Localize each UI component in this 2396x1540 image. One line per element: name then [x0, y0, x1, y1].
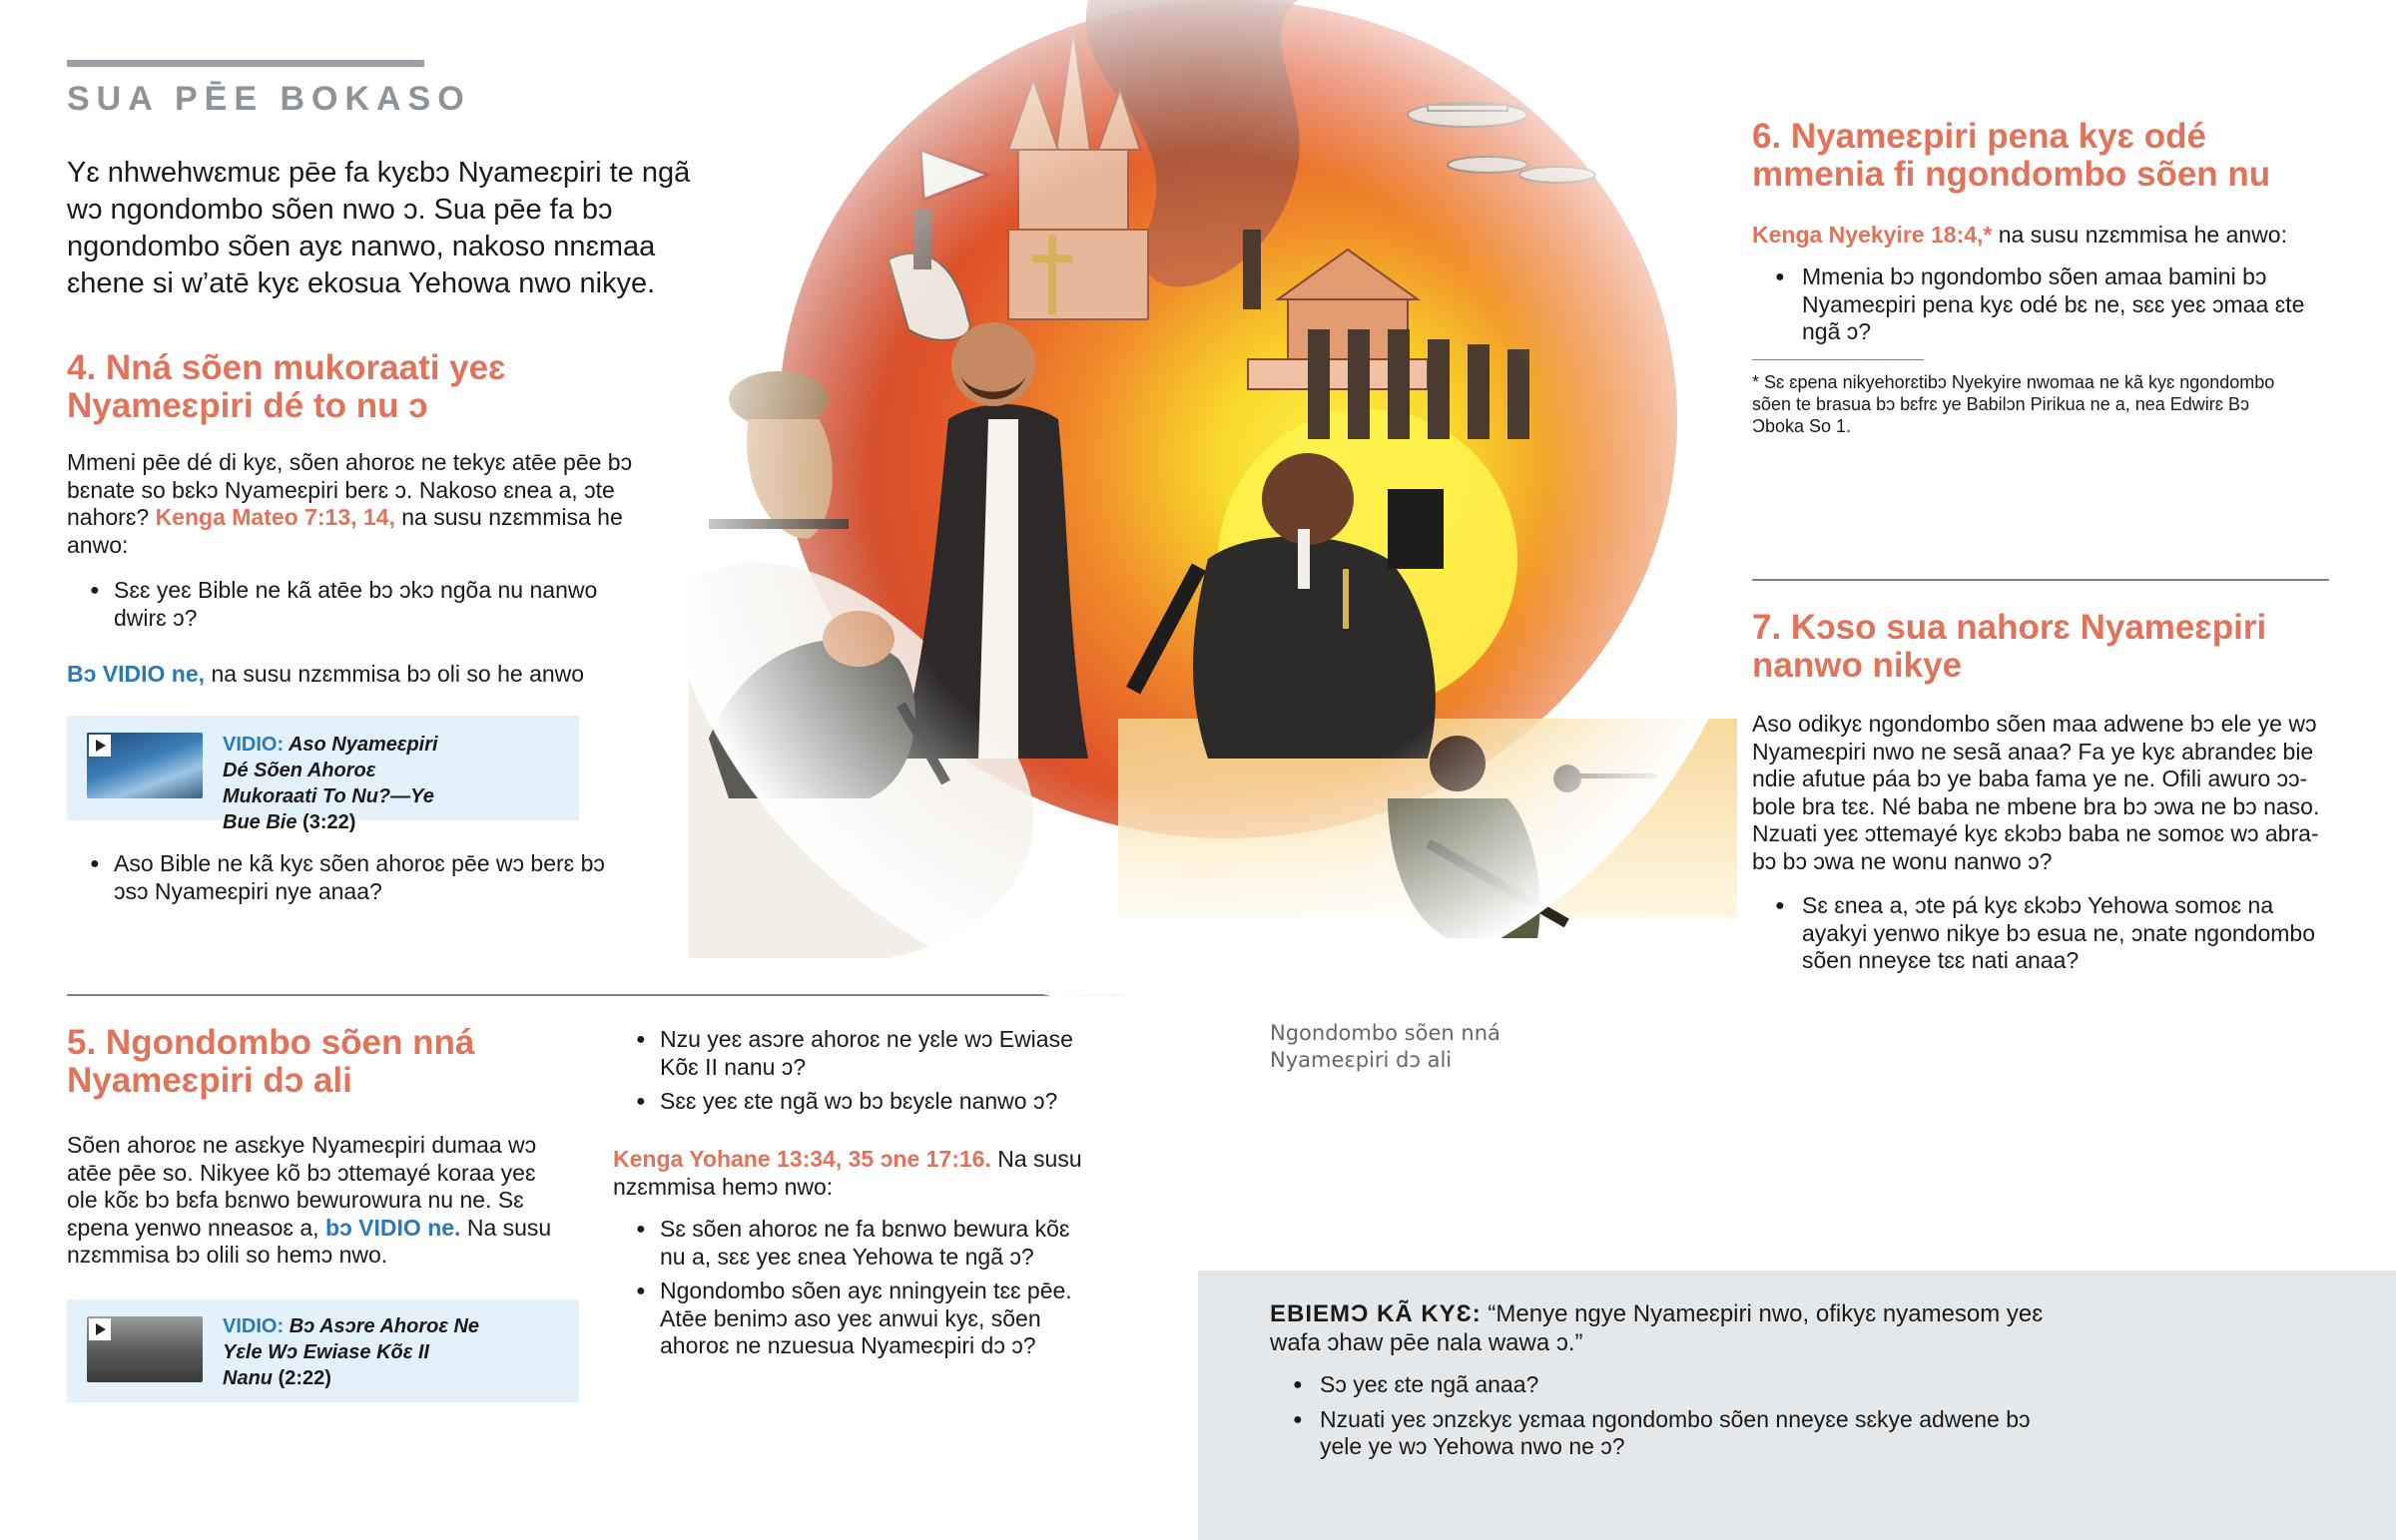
- section-5-questions-b: [613, 1216, 1092, 1367]
- section-6-ref: Kenga Nyekyire 18:4,* na susu nzɛmmisa he anwo:: [1752, 222, 2287, 248]
- question-item: ● Sɛɛ yeɛ Bible ne kã atēe bɔ ɔkɔ ngõa nu nanwo dwirɛ ɔ?: [67, 577, 626, 632]
- scripture-link-nyekyire[interactable]: Kenga Nyekyire 18:4,*: [1752, 222, 1993, 248]
- section-6-heading: 6. Nyameɛpiri pena kyɛ odé mmenia fi ngondombo sõen nu: [1752, 117, 2271, 194]
- question-item: ● Sɛ sõen ahoroɛ ne fa bɛnwo bewura kõɛ nu a, sɛɛ yeɛ ɛnea Yehowa te ngã ɔ?: [613, 1216, 1092, 1271]
- section-5-questions-a: [613, 1026, 1092, 1123]
- video-caption: VIDIO: Aso Nyameɛpiri Dé Sõen Ahoroɛ Mukoraati To Nu?—Ye Bue Bie (3:22): [223, 734, 438, 833]
- question-item: ● Sɛ ɛnea a, ɔte pá kyɛ ɛkɔbɔ Yehowa somoɛ na ayakyi yenwo nikye bɔ esua ne, ɔnate ngondombo sõen nneyɛe tɛɛ nati anaa?: [1752, 892, 2321, 975]
- section-5-body: Sõen ahoroɛ ne asɛkye Nyameɛpiri dumaa wɔ atēe pēe so. Nikyee kõ bɔ ɔttemayé koraa yeɛ ole kõɛ bɔ bɛfa bɛnwo bewurowura nu ne. Sɛ ɛpena yenwo nneasoɛ a, bɔ VIDIO ne. Na susu nzɛmmisa bɔ olili so hemɔ nwo.: [67, 1132, 552, 1268]
- illustration-caption: Ngondombo sõen nná Nyameɛpiri dɔ ali: [1270, 1021, 1500, 1072]
- section-7-body: Aso odikyɛ ngondombo sõen maa adwene bɔ ele ye wɔ Nyameɛpiri nwo ne sesã anaa? Fa ye kyɛ abrandeɛ bie ndie afutue páa bɔ ye baba fama ye ne. Ofili awuro ɔɔ-bole bra tɛɛ. Né baba ne mbene bra bɔ ɔwa ne bɔ naso. Nzuati yeɛ ɔttemayé kyɛ ɛkɔbɔ baba ne somoɛ wɔ abra-bɔ bɔ ɔwa ne wonu nanwo ɔ?: [1752, 711, 2320, 874]
- divider: [1752, 579, 2329, 581]
- section-4-questions-a: [67, 577, 626, 639]
- section-4-questions-b: [67, 850, 606, 912]
- section-6-questions: [1752, 263, 2311, 353]
- section-4-body: Mmeni pēe dé di kyɛ, sõen ahoroɛ ne tekyɛ atēe pēe bɔ bɛnate so bɛkɔ Nyameɛpiri berɛ ɔ. Nakoso ɛnea a, ɔte nahorɛ? Kenga Mateo 7:13, 14, na susu nzɛmmisa he anwo:: [67, 449, 633, 558]
- war-religion-illustration: [689, 0, 1737, 998]
- section-7-questions: [1752, 892, 2321, 982]
- section-4-video-lead: Bɔ VIDIO ne, na susu nzɛmmisa bɔ oli so he anwo: [67, 661, 585, 687]
- section-kicker: SUA PĒE BOKASO: [67, 80, 471, 118]
- question-item: ● Mmenia bɔ ngondombo sõen amaa bamini bɔ Nyameɛpiri pena kyɛ odé bɛ ne, sɛɛ yeɛ ɔmaa ɛte ngã ɔ?: [1752, 263, 2311, 346]
- illustration: [689, 0, 1737, 998]
- video-card-1[interactable]: [67, 716, 579, 833]
- section-5-heading: 5. Ngondombo sõen nná Nyameɛpiri dɔ ali: [67, 1023, 475, 1100]
- video-caption: VIDIO: Bɔ Asɔre Ahoroɛ Ne Yɛle Wɔ Ewiase Kõɛ II Nanu (2:22): [223, 1315, 480, 1389]
- section-5-ref: Kenga Yohane 13:34, 35 ɔne 17:16. Na susu nzɛmmisa hemɔ nwo:: [613, 1146, 1082, 1200]
- video-link[interactable]: Bɔ VIDIO ne,: [67, 661, 206, 687]
- scripture-link-yohane[interactable]: Kenga Yohane 13:34, 35 ɔne 17:16.: [613, 1146, 991, 1172]
- question-item: ● Sɔ yeɛ ɛte ngã anaa?: [1270, 1371, 2049, 1399]
- edge-fade: [689, 0, 1737, 998]
- play-icon[interactable]: [89, 735, 111, 757]
- intro-paragraph: Yɛ nhwehwɛmuɛ pēe fa kyɛbɔ Nyameɛpiri te ngã wɔ ngondombo sõen nwo ɔ. Sua pēe fa bɔ ngondombo sõen ayɛ nanwo, nakoso nnɛmaa ɛhene si w’atē kyɛ ekosua Yehowa nwo nikye.: [67, 157, 691, 299]
- summary-lead: EBIEMƆ KÃ KYƐ:: [1270, 1300, 1482, 1327]
- section-4-heading: 4. Nná sõen mukoraati yeɛ Nyameɛpiri dé to nu ɔ: [67, 348, 506, 425]
- video-card-2[interactable]: [67, 1299, 579, 1402]
- footnote: * Sɛ ɛpena nikyehorɛtibɔ Nyekyire nwomaa ne kã kyɛ ngondombo sõen te brasua bɔ bɛfrɛ ye Babilɔn Pirikua ne a, nea Edwirɛ Bɔ Ɔboka So 1.: [1752, 372, 2275, 436]
- summary-quote: EBIEMƆ KÃ KYƐ: “Menye ngye Nyameɛpiri nwo, ofikyɛ nyamesom yeɛ wafa ɔhaw pēe nala wawa ɔ.”: [1270, 1300, 2044, 1356]
- question-item: ● Sɛɛ yeɛ ɛte ngã wɔ bɔ bɛyɛle nanwo ɔ?: [613, 1088, 1092, 1116]
- footnote-rule: [1752, 359, 1924, 360]
- section-7-heading: 7. Kɔso sua nahorɛ Nyameɛpiri nanwo nikye: [1752, 608, 2267, 685]
- video-link[interactable]: bɔ VIDIO ne.: [324, 1214, 461, 1241]
- question-item: ● Ngondombo sõen ayɛ nningyein tɛɛ pēe. Atēe benimɔ aso yeɛ anwui kyɛ, sõen ahoroɛ ne nzuesua Nyameɛpiri dɔ ɔ?: [613, 1278, 1092, 1360]
- summary-questions: [1270, 1371, 2049, 1468]
- question-item: ● Nzu yeɛ asɔre ahoroɛ ne yɛle wɔ Ewiase Kõɛ II nanu ɔ?: [613, 1026, 1092, 1081]
- question-item: ● Nzuati yeɛ ɔnzɛkyɛ yɛmaa ngondombo sõen nneyɛe sɛkye adwene bɔ yele ye wɔ Yehowa nwo ne ɔ?: [1270, 1406, 2049, 1461]
- question-item: ● Aso Bible ne kã kyɛ sõen ahoroɛ pēe wɔ berɛ bɔ ɔsɔ Nyameɛpiri nye anaa?: [67, 850, 606, 905]
- scripture-link-mateo[interactable]: Kenga Mateo 7:13, 14,: [155, 504, 395, 530]
- top-rule: [67, 60, 424, 67]
- play-icon[interactable]: [89, 1318, 111, 1340]
